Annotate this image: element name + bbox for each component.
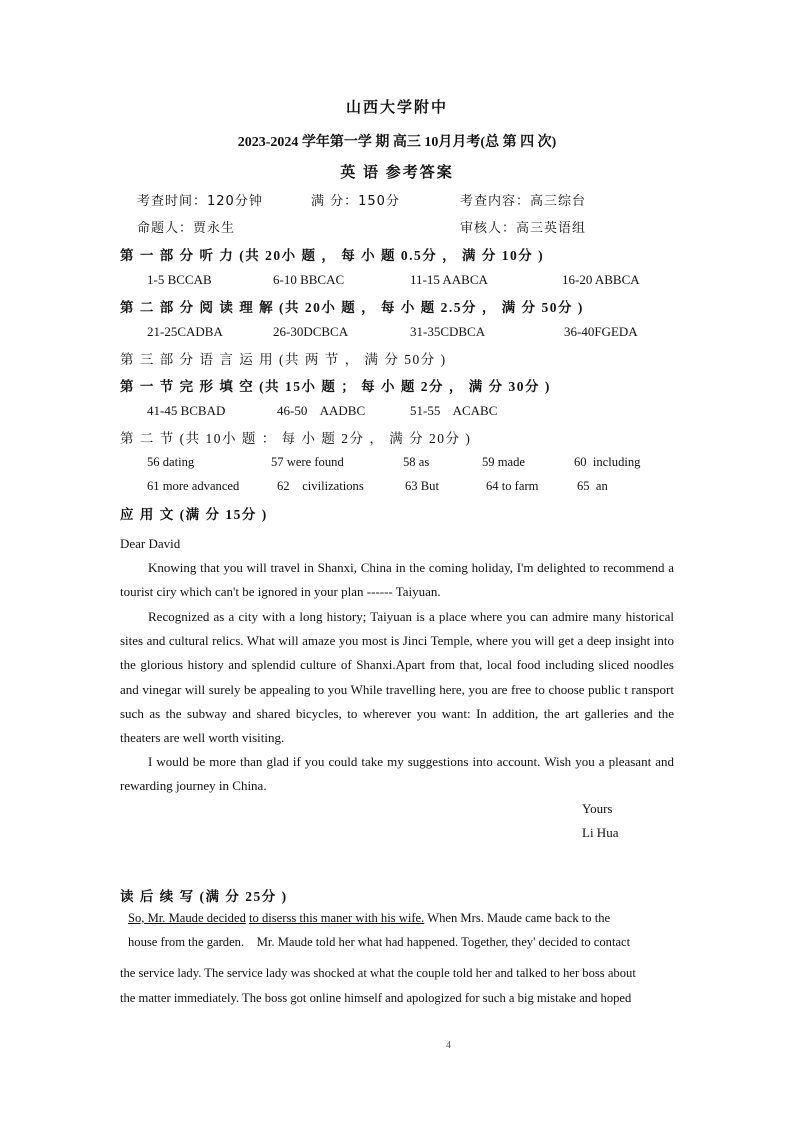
- answer-item: 62 civilizations: [277, 479, 364, 493]
- answer-item: 61 more advanced: [147, 479, 240, 493]
- letter-paragraph-3: I would be more than glad if you could take my suggestions into account. Wish you a pleasant and rewarding journey in China.: [120, 754, 674, 794]
- part2-title: 第 二 部 分 阅 读 理 解 (共 20小 题 ， 每 小 题 2.5分 ， 满 分 50分 ): [120, 300, 584, 315]
- answer-item: 21-25CADBA: [147, 324, 223, 339]
- answer-item: 60 including: [574, 455, 641, 469]
- answer-item: 1-5 BCCAB: [147, 272, 212, 287]
- continuation-line-1: So, Mr. Maude decided to diserss this maner with his wife. When Mrs. Maude came back to the: [128, 911, 611, 925]
- school-name: 山西大学附中: [345, 100, 448, 116]
- part1-title: 第 一 部 分 听 力 (共 20小 题 ， 每 小 题 0.5分 ， 满 分 10分 ): [120, 248, 545, 263]
- continuation-line-2: house from the garden. Mr. Maude told her what had happened. Together, they' decided to contact: [128, 935, 631, 949]
- continuation-line-3: the service lady. The service lady was shocked at what the couple told her and talked to her boss about: [120, 966, 636, 980]
- continuation-writing-title: 读 后 续 写 (满 分 25分 ): [120, 889, 288, 904]
- answer-item: 41-45 BCBAD: [147, 403, 226, 418]
- answer-item: 65 an: [577, 479, 608, 493]
- answer-item: 46-50 AADBC: [277, 403, 366, 418]
- exam-title: 2023-2024 学年第一学 期 高三 10月月考(总 第 四 次): [237, 135, 557, 150]
- answer-item: 63 But: [405, 479, 439, 493]
- answer-item: 59 made: [482, 455, 526, 469]
- answer-item: 36-40FGEDA: [564, 324, 638, 339]
- answer-item: 57 were found: [271, 455, 344, 469]
- letter-paragraph-1: Knowing that you will travel in Shanxi, China in the coming holiday, I'm delighted to recommend a tourist ciry which can't be ignored in your plan ------ Taiyuan.: [120, 560, 674, 600]
- practical-writing-title: 应 用 文 (满 分 15分 ): [120, 507, 268, 522]
- answer-item: 31-35CDBCA: [410, 324, 486, 339]
- full-score: 满 分：150分: [311, 194, 400, 209]
- letter-signature: Li Hua: [582, 825, 619, 840]
- answer-item: 58 as: [403, 455, 430, 469]
- question-author: 命题人：贾永生: [137, 221, 236, 236]
- subject-title: 英 语 参考答案: [340, 165, 454, 181]
- exam-content: 考查内容：高三综台: [460, 194, 587, 209]
- letter-salutation: Dear David: [120, 536, 181, 551]
- answer-item: 6-10 BBCAC: [273, 272, 345, 287]
- letter-closing: Yours: [582, 801, 613, 816]
- part3-title: 第 三 部 分 语 言 运 用 (共 两 节 ， 满 分 50分 ): [120, 352, 447, 367]
- answer-item: 64 to farm: [486, 479, 539, 493]
- reviewer: 审核人：高三英语组: [460, 221, 587, 236]
- grammar-fill-title: 第 二 节 (共 10小 题 ： 每 小 题 2分 ， 满 分 20分 ): [120, 431, 472, 446]
- answer-item: 16-20 ABBCA: [562, 272, 640, 287]
- answer-item: 56 dating: [147, 455, 195, 469]
- answer-item: 26-30DCBCA: [273, 324, 349, 339]
- cloze-title: 第 一 节 完 形 填 空 (共 15小 题 ； 每 小 题 2分 ， 满 分 30分 ): [120, 379, 551, 394]
- page-number: 4: [446, 1040, 451, 1051]
- letter-paragraph-2: Recognized as a city with a long history; Taiyuan is a place where you can admire many historical sites and cultural relics. What will amaze you most is Jinci Temple, where you will get a deep insight into the glorious history and splendid culture of Shanxi.Apart from that, local food including sliced noodles and vinegar will surely be appealing to you While travelling here, you are free to choose public t ransport such as the subway and shared bicycles, to wherever you want: In addition, the art galleries and the theaters are well worth visiting.: [120, 609, 674, 746]
- answer-item: 51-55 ACABC: [410, 403, 498, 418]
- exam-time: 考查时间：120分钟: [137, 194, 263, 209]
- answer-item: 11-15 AABCA: [410, 272, 488, 287]
- continuation-line-4: the matter immediately. The boss got online himself and apologized for such a big mistake and hoped: [120, 991, 632, 1005]
